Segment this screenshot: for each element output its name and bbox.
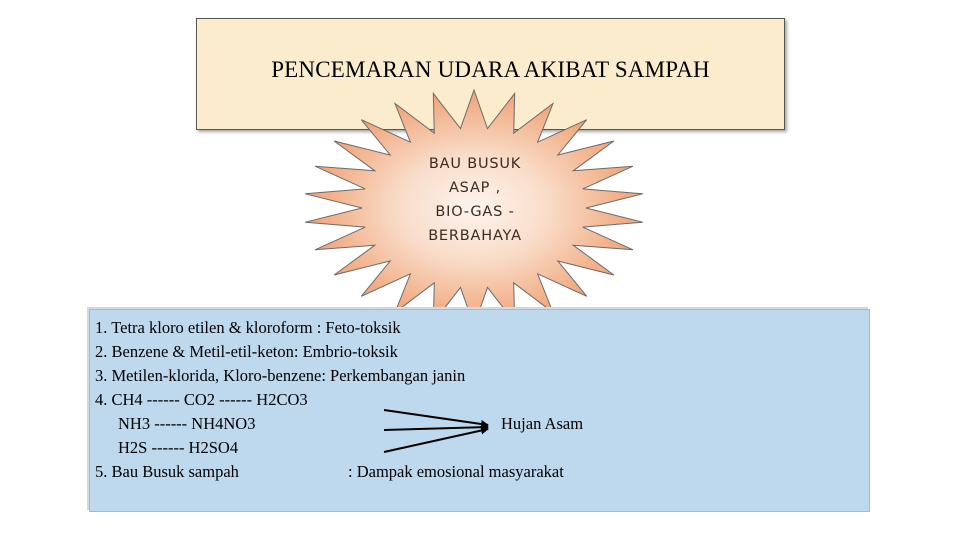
burst-line-4: BERBAHAYA <box>428 228 522 244</box>
page-title: PENCEMARAN UDARA AKIBAT SAMPAH <box>271 57 710 82</box>
burst-line-2: ASAP , <box>448 180 502 196</box>
arrow-line-3 <box>384 429 488 452</box>
arrow-line-2 <box>384 427 488 430</box>
item-line-3: 3. Metilen-klorida, Kloro-benzene: Perkembangan janin <box>95 366 466 385</box>
item-line-6: H2S ------ H2SO4 <box>118 438 239 457</box>
acid-rain-label: Hujan Asam <box>501 414 584 433</box>
item-line-7-right: : Dampak emosional masyarakat <box>348 462 564 481</box>
arrow-line-1 <box>384 410 488 425</box>
item-line-2: 2. Benzene & Metil-etil-keton: Embrio-toksik <box>95 342 398 361</box>
item-line-7-left: 5. Bau Busuk sampah <box>95 462 239 481</box>
item-line-1: 1. Tetra kloro etilen & kloroform : Feto-toksik <box>95 318 401 337</box>
burst-line-1: BAU BUSUK <box>428 156 522 172</box>
item-line-4: 4. CH4 ------ CO2 ------ H2CO3 <box>95 390 308 409</box>
burst-line-3: BIO-GAS - <box>435 204 515 220</box>
item-line-5: NH3 ------ NH4NO3 <box>118 414 256 433</box>
